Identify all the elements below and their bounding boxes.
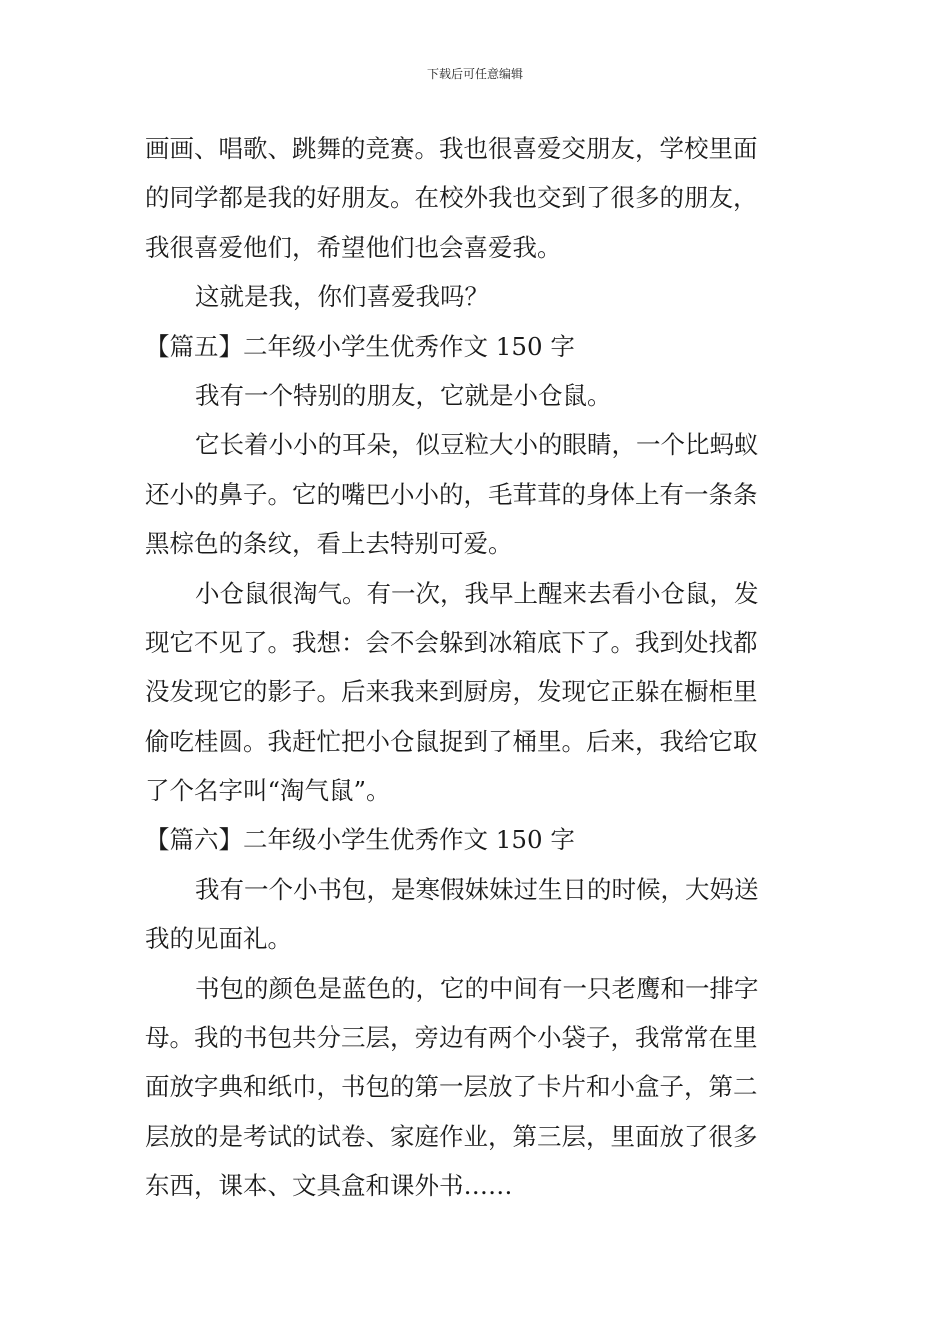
text-line: 没发现它的影子。后来我来到厨房，发现它正躲在橱柜里 (145, 677, 758, 707)
text-line: 我有一个小书包，是寒假妹妹过生日的时候，大妈送 (195, 874, 759, 904)
document-body (145, 124, 810, 1211)
text-line: 的同学都是我的好朋友。在校外我也交到了很多的朋友， (145, 183, 758, 213)
text-line: 我有一个特别的朋友，它就是小仓鼠。 (195, 380, 612, 410)
text-line: 面放字典和纸巾，书包的第一层放了卡片和小盒子，第二 (145, 1072, 758, 1102)
text-line: 画画、唱歌、跳舞的竞赛。我也很喜爱交朋友，学校里面 (145, 134, 758, 163)
text-line: 还小的鼻子。它的嘴巴小小的，毛茸茸的身体上有一条条 (145, 479, 758, 509)
text-line: 了个名字叫“淘气鼠”。 (145, 776, 391, 806)
text-line: 东西，课本、文具盒和课外书…… (145, 1171, 513, 1201)
text-line: 偷吃桂圆。我赶忙把小仓鼠捉到了桶里。后来，我给它取 (145, 726, 758, 756)
text-line: 层放的是考试的试卷、家庭作业，第三层，里面放了很多 (145, 1121, 758, 1151)
text-line: 小仓鼠很淘气。有一次，我早上醒来去看小仓鼠，发 (195, 578, 759, 608)
text-line: 我的见面礼。 (145, 924, 292, 954)
text-line: 我很喜爱他们，希望他们也会喜爱我。 (145, 232, 562, 262)
page-header-note: 下载后可任意编辑 (426, 67, 523, 81)
section-heading-6: 【篇六】二年级小学生优秀作文 150 字 (145, 825, 575, 855)
section-heading-5: 【篇五】二年级小学生优秀作文 150 字 (145, 331, 575, 361)
text-line: 它长着小小的耳朵，似豆粒大小的眼睛，一个比蚂蚁 (195, 430, 759, 460)
text-line: 书包的颜色是蓝色的，它的中间有一只老鹰和一排字 (195, 973, 759, 1003)
text-line: 这就是我，你们喜爱我吗？ (195, 282, 489, 312)
text-line: 黑棕色的条纹，看上去特别可爱。 (145, 529, 513, 559)
text-line: 现它不见了。我想：会不会躲到冰箱底下了。我到处找都 (145, 627, 758, 657)
text-line: 母。我的书包共分三层，旁边有两个小袋子，我常常在里 (145, 1023, 758, 1053)
